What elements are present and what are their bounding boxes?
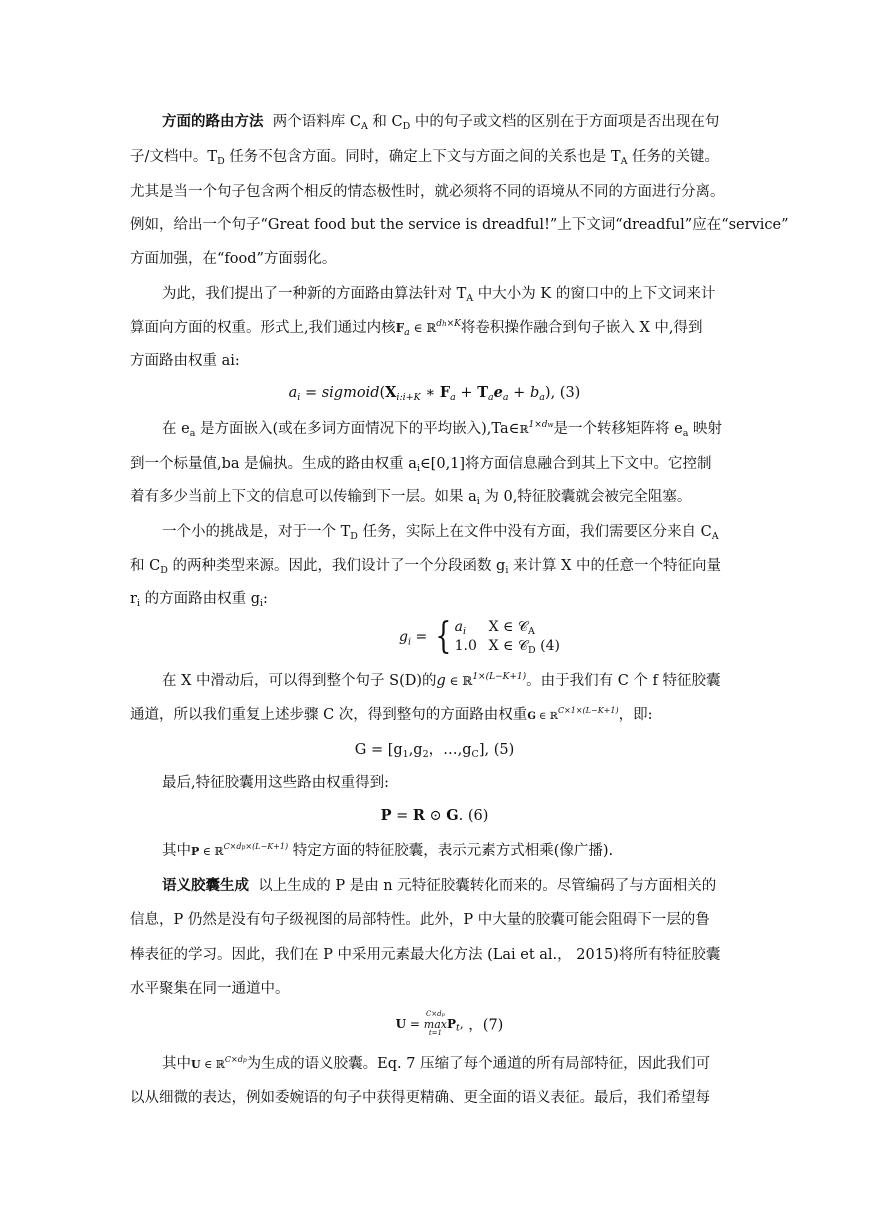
- math: G: [527, 711, 536, 722]
- subscript: A: [711, 531, 719, 542]
- math: X ∈ 𝒞: [488, 619, 529, 635]
- subscript: D: [160, 565, 168, 576]
- text: 来计算 X 中的任意一个特征向量: [508, 558, 722, 574]
- p9-line-2: 以从细微的表达，例如委婉语的句子中获得更精确、更全面的语义表征。最后，我们希望每: [130, 1090, 710, 1106]
- subscript: a: [487, 392, 494, 403]
- subscript: i: [462, 626, 467, 637]
- math: ⊙: [424, 808, 447, 824]
- math: .: [458, 808, 464, 824]
- text: ，即:: [618, 707, 653, 723]
- p2-line-1: [162, 284, 869, 304]
- p4-line-3: [130, 589, 869, 609]
- math-function: sigmoid: [321, 385, 380, 401]
- subscript: D: [402, 121, 411, 132]
- math: G: [446, 807, 459, 824]
- p3-line-2: [130, 454, 869, 474]
- superscript: ×(L−K+1): [245, 842, 289, 851]
- math: ∈ ℝ: [445, 674, 473, 688]
- math-F: F: [395, 321, 405, 335]
- p3-line-1: [162, 419, 869, 440]
- subscript: D: [528, 645, 536, 656]
- text: 在 e: [162, 421, 190, 437]
- math: g: [436, 673, 446, 689]
- p5-line-1: [162, 671, 869, 691]
- superscript: 1×(L−K+1): [472, 672, 527, 682]
- subscript: i: [408, 636, 412, 648]
- subscript: A: [360, 121, 368, 132]
- text: 特定方面的特征胶囊，表示元素方式相乘(像广播).: [288, 843, 614, 859]
- text: 中的句子或文档的区别在于方面项是否出现在句: [410, 114, 720, 130]
- text: 算面向方面的权重。形式上,我们通过内核: [130, 320, 396, 336]
- superscript: C×d: [223, 842, 242, 851]
- subscript: 2: [422, 749, 429, 760]
- math: U: [191, 1058, 201, 1071]
- math: F: [439, 384, 451, 401]
- math: a: [288, 385, 298, 401]
- math: ),: [544, 385, 556, 401]
- superscript-sub: h: [442, 320, 447, 328]
- math: ，…,g: [428, 742, 472, 758]
- math: P: [380, 807, 392, 824]
- math: U: [395, 1017, 407, 1031]
- left-brace: {: [435, 616, 452, 657]
- subscript: i: [476, 496, 480, 507]
- math: X: [385, 384, 397, 401]
- text: ∈[0,1]将方面信息融合到其上下文中。它控制: [419, 456, 712, 472]
- math: ,: [459, 1017, 464, 1031]
- equation-number: (4): [535, 638, 560, 654]
- text: 为此，我们提出了一种新的方面路由算法针对 T: [162, 286, 467, 302]
- subscript: i: [297, 392, 301, 403]
- superscript: ×K: [446, 319, 461, 329]
- p2-line-2: [130, 318, 869, 338]
- math: =: [406, 1017, 424, 1031]
- p2-line-3: 方面路由权重 ai:: [130, 353, 240, 369]
- p7-line-1: [162, 841, 869, 862]
- text: 是方面嵌入(或在多词方面情况下的平均嵌入),Ta∈: [195, 421, 520, 437]
- equation-number: ，(7): [463, 1017, 504, 1034]
- math: b: [529, 385, 540, 401]
- limit-top-sub: p: [441, 1012, 445, 1018]
- limit-top: C×d: [425, 1010, 442, 1018]
- subscript: D: [217, 156, 225, 167]
- limit-bottom: t=1: [428, 1029, 442, 1037]
- equation-4: [0, 618, 869, 656]
- superscript: 1×d: [528, 420, 548, 430]
- text: 任务，实际上在文件中没有方面，我们需要区分来自 C: [357, 524, 712, 540]
- subscript: a: [502, 392, 509, 403]
- p8-line-2: 信息，P 仍然是没有句子级视图的局部特性。此外，P 中大量的胶囊可能会阻碍下一层的鲁: [130, 912, 710, 928]
- math-in: ∈ ℝ: [409, 321, 437, 335]
- max-operator: [424, 1010, 447, 1038]
- text: 以上生成的 P 是由 n 元特征胶囊转化而来的。尽管编码了与方面相关的: [258, 878, 717, 894]
- equation-5: [0, 740, 869, 760]
- text: 中大小为 K 的窗口中的上下文词来计: [473, 286, 716, 302]
- p1-line-2: [130, 147, 869, 167]
- subscript: A: [620, 156, 628, 167]
- superscript: d: [436, 319, 443, 329]
- math-max: max: [423, 1018, 447, 1031]
- subscript: A: [528, 626, 535, 637]
- math: P: [447, 1017, 457, 1031]
- equation-6: [0, 806, 869, 826]
- subscript: D: [350, 531, 358, 542]
- section-heading-semantic-capsule: 语义胶囊生成: [162, 877, 249, 894]
- text: 任务不包含方面。同时，确定上下文与方面之间的关系也是 T: [224, 149, 621, 165]
- subscript: i: [259, 598, 264, 609]
- superscript: C×d: [224, 1055, 243, 1064]
- subscript: A: [466, 293, 474, 304]
- subscript: a: [539, 392, 545, 403]
- text: r: [130, 591, 137, 607]
- text: 将卷积操作融合到句子嵌入 X 中,得到: [460, 320, 703, 336]
- math: P: [191, 845, 200, 858]
- text: 是一个转移矩阵将 e: [553, 421, 683, 437]
- text: 为生成的语义胶囊。Eq. 7 压缩了每个通道的所有局部特征，因此我们可: [246, 1056, 711, 1072]
- text: 和 C: [367, 114, 403, 130]
- p1-line-3: 尤其是当一个句子包含两个相反的情态极性时，就必须将不同的语境从不同的方面进行分离。: [130, 184, 725, 200]
- p8-line-1: [162, 876, 869, 896]
- text: 任务的关键。: [627, 149, 720, 165]
- math: T: [477, 384, 488, 401]
- subscript: 1: [402, 749, 409, 760]
- p5-line-2: [130, 705, 869, 727]
- text: 通道，所以我们重复上述步骤 C 次，得到整句的方面路由权重: [130, 707, 528, 723]
- math: ], (5): [478, 742, 515, 758]
- section-heading-aspect-routing: 方面的路由方法: [162, 113, 264, 130]
- text: 其中: [162, 1056, 191, 1072]
- p9-line-1: [162, 1054, 869, 1075]
- p1-line-5: 方面加强，在“food”方面弱化。: [130, 251, 337, 267]
- equation-number: (3): [555, 385, 581, 401]
- cases: [455, 618, 560, 656]
- p4-line-2: [130, 556, 869, 576]
- math: a: [454, 619, 463, 635]
- math: g: [399, 629, 409, 645]
- subscript: t: [456, 1022, 460, 1034]
- math: ℝ: [519, 423, 529, 436]
- superscript-sub: w: [547, 421, 554, 429]
- subscript: i: [136, 598, 140, 609]
- subscript: a: [189, 428, 196, 439]
- math: ,g: [408, 742, 423, 758]
- text: 子/文档中。T: [130, 149, 218, 165]
- text: 的两种类型来源。因此，我们设计了一个分段函数 g: [167, 558, 506, 574]
- subscript: a: [404, 327, 410, 338]
- math: ∈ ℝ: [200, 1058, 225, 1071]
- equation-3: [0, 383, 869, 403]
- text: 在 X 中滑动后，可以得到整个句子 S(D)的: [162, 673, 437, 689]
- p3-line-3: [130, 487, 869, 507]
- math: +: [455, 385, 478, 401]
- subscript: i: [416, 463, 420, 474]
- text: 着有多少当前上下文的信息可以传输到下一层。如果 a: [130, 489, 477, 505]
- math: e: [493, 384, 503, 401]
- subscript: a: [682, 428, 689, 439]
- text: 映射: [688, 421, 723, 437]
- math: G = [g: [354, 742, 403, 758]
- math: +: [508, 385, 530, 401]
- math: 1.0: [454, 638, 477, 654]
- text: 两个语料库 C: [272, 114, 361, 130]
- math: ∈ ℝ: [535, 711, 558, 722]
- math: =: [391, 808, 413, 824]
- p8-line-4: 水平聚集在同一通道中。: [130, 981, 290, 997]
- math: ∗: [420, 385, 440, 401]
- math: ∈ ℝ: [199, 845, 224, 858]
- text: 一个小的挑战是，对于一个 T: [162, 524, 351, 540]
- text: 。由于我们有 C 个 f 特征胶囊: [526, 673, 721, 689]
- math: R: [412, 807, 425, 824]
- subscript: C: [471, 749, 479, 760]
- subscript: i: [505, 565, 509, 576]
- superscript-sub: p: [242, 1057, 247, 1064]
- text: 的方面路由权重 g: [139, 591, 260, 607]
- math: X ∈ 𝒞: [488, 638, 529, 654]
- math: =: [411, 629, 432, 645]
- text: 和 C: [130, 558, 161, 574]
- superscript-sub: p: [241, 844, 246, 851]
- equation-number: (6): [463, 808, 489, 824]
- subscript: i:i+K: [396, 392, 421, 403]
- subscript: a: [450, 392, 456, 403]
- text: 其中: [162, 843, 191, 859]
- p6-line-1: 最后,特征胶囊用这些路由权重得到:: [162, 775, 389, 791]
- p4-line-1: [162, 522, 869, 542]
- p1-line-4: 例如，给出一个句子“Great food but the service is dreadful!”上下文词“dreadful”应在“service”: [130, 217, 789, 233]
- p1-line-1: [162, 112, 869, 132]
- p8-line-3: 棒表征的学习。因此，我们在 P 中采用元素最大化方法 (Lai et al.， 2015)将所有特征胶囊: [130, 947, 721, 963]
- equation-7: [0, 1010, 869, 1044]
- math: =: [300, 385, 322, 401]
- text: 到一个标量值,ba 是偏执。生成的路由权重 a: [130, 456, 417, 472]
- superscript: C×1×(L−K+1): [557, 706, 619, 715]
- text: 为 0,特征胶囊就会被完全阻塞。: [479, 489, 692, 505]
- math: (: [379, 385, 386, 401]
- text: :: [263, 591, 268, 607]
